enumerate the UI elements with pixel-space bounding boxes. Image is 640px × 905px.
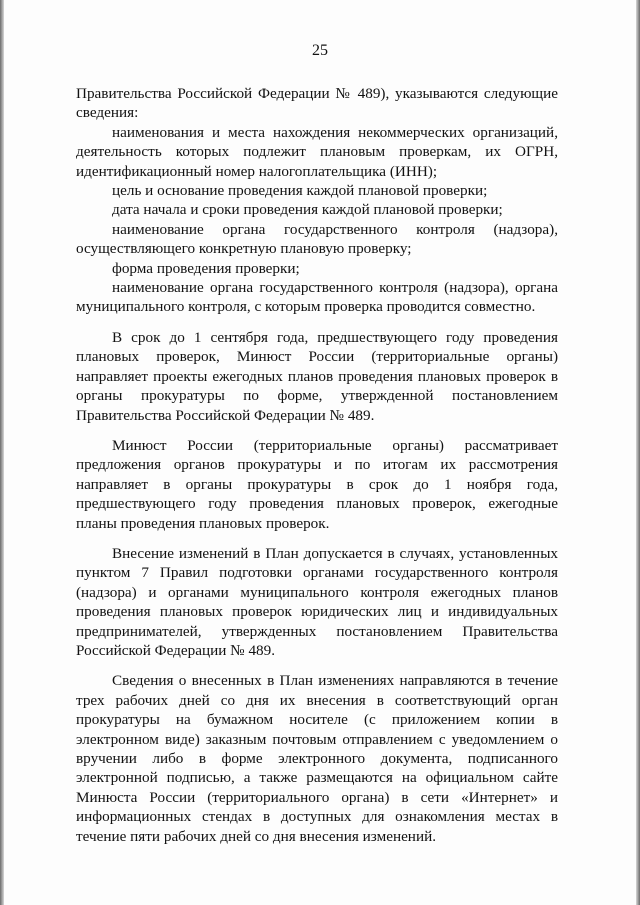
- scan-edge-right: [636, 0, 640, 905]
- list-item-organizations: наименования и места нахождения некоммерческих организаций, деятельность которых подлежит плановым проверкам, их ОГРН, идентификационный номер налогоплательщика (ИНН);: [76, 123, 558, 180]
- list-item-joint-authority: наименование органа государственного контроля (надзора), органа муниципального контроля, с которым проверка проводится совместно.: [76, 279, 558, 316]
- list-item-purpose: цель и основание проведения каждой плановой проверки;: [112, 182, 488, 200]
- paragraph-intro: Правительства Российской Федерации № 489), указываются следующие сведения:: [76, 85, 558, 122]
- paragraph-september-deadline: В срок до 1 сентября года, предшествующего году проведения плановых проверок, Минюст России (территориальные органы) направляет проекты ежегодных планов проведения плановых проверок в органы прокуратуры по форме, утвержденной постановлением Правительства Российской Федерации № 489.: [76, 328, 558, 424]
- page-number: 25: [312, 42, 328, 59]
- list-item-authority: наименование органа государственного контроля (надзора), осуществляющего конкретную плановую проверку;: [76, 220, 558, 258]
- scan-edge-left: [0, 0, 4, 905]
- paragraph-change-notification: Сведения о внесенных в План изменениях направляются в течение трех рабочих дней со дня их внесения в соответствующий орган прокуратуры на бумажном носителе (с приложением копии в электронном виде) заказным почтовым отправлением с уведомлением о вручении либо в форме электронного документа, подписанного электронной подписью, а также размещаются на официальном сайте Минюста России (территориального органа) в сети «Интернет» и информационных стендах в доступных для ознакомления местах в течение пяти рабочих дней со дня внесения изменений.: [76, 672, 558, 845]
- document-body: [76, 84, 558, 846]
- list-item-form: форма проведения проверки;: [112, 259, 300, 277]
- paragraph-plan-changes: Внесение изменений в План допускается в случаях, установленных пунктом 7 Правил подготовки органами государственного контроля (надзора) и органами муниципального контроля ежегодных планов проведения плановых проверок юридических лиц и индивидуальных предпринимателей, утвержденных постановлением Правительства Российской Федерации № 489.: [76, 544, 558, 659]
- list-item-dates: дата начала и сроки проведения каждой плановой проверки;: [112, 201, 503, 219]
- paragraph-november-deadline: Минюст России (территориальные органы) рассматривает предложения органов прокуратуры и по итогам их рассмотрения направляет в органы прокуратуры в срок до 1 ноября года, предшествующего году проведения плановых проверок, ежегодные планы проведения плановых проверок.: [76, 436, 558, 532]
